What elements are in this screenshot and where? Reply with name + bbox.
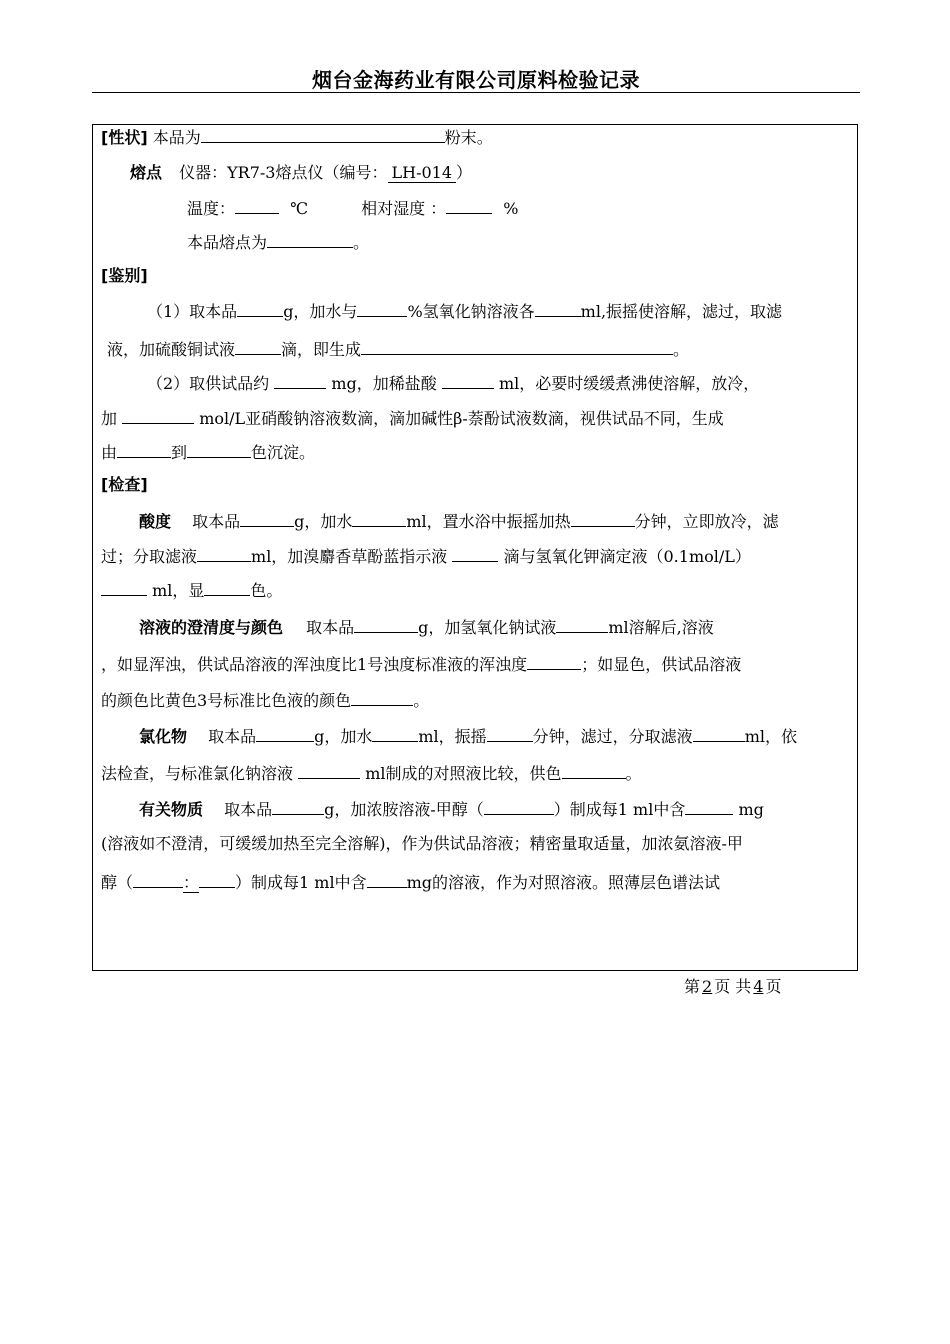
identification-1-line-1 [147, 299, 782, 323]
chloride-text-4: 分钟，滤过，分取滤液 [532, 727, 693, 746]
humidity-unit: % [503, 199, 519, 218]
id1-text-c: %氢氧化钠溶液各 [407, 302, 535, 321]
acidity-filtrate-blank[interactable] [197, 544, 251, 562]
humidity-label: 相对湿度 ： [361, 199, 447, 218]
acidity-text-8: ml，显 [152, 581, 205, 600]
acidity-line-3 [101, 578, 282, 602]
identification-label: [鉴别] [101, 266, 148, 285]
clarity-turbidity-blank[interactable] [527, 652, 581, 670]
chloride-text-2: g，加水 [314, 727, 373, 746]
clarity-text-4: ，如显浑浊，供试品溶液的浑浊度比1号浊度标准液的浑浊度 [101, 655, 528, 674]
chloride-text-8: 。 [625, 764, 642, 783]
id1-text-d: ml,振摇使溶解，滤过，取滤 [580, 302, 783, 321]
chloride-water-blank[interactable] [372, 724, 418, 742]
chloride-text-1: 取本品 [208, 727, 257, 746]
acidity-label: 酸度 [139, 512, 172, 531]
acidity-color-blank[interactable] [204, 578, 250, 596]
acidity-text-4: 分钟，立即放冷，滤 [634, 512, 779, 531]
acidity-line-2 [101, 544, 751, 568]
melting-point-blank[interactable] [267, 230, 353, 248]
appearance-blank[interactable] [201, 125, 445, 143]
clarity-text-7: 。 [413, 691, 430, 710]
acidity-text-3: ml，置水浴中振摇加热 [406, 512, 571, 531]
clarity-label: 溶液的澄清度与颜色 [139, 618, 284, 637]
acidity-text-6: ml，加溴麝香草酚蓝指示液 [251, 547, 448, 566]
id2-text-d: 加 [101, 409, 118, 428]
melting-point-text: 本品熔点为 [187, 233, 268, 252]
chloride-filtrate-blank[interactable] [693, 724, 745, 742]
related-sample-blank[interactable] [272, 797, 324, 815]
chloride-text-5: ml，依 [744, 727, 797, 746]
page-title: 烟台金海药业有限公司原料检验记录 [312, 68, 640, 92]
id2-text-a: （2）取供试品约 [147, 374, 270, 393]
clarity-text-1: 取本品 [306, 618, 355, 637]
related-substances-line-1 [139, 797, 764, 821]
clarity-text-6: 的颜色比黄色3号标准比色液的颜色 [101, 691, 352, 710]
id2-text-g: 到 [171, 443, 188, 462]
page-middle: 页 共 [714, 977, 752, 996]
related-ref-ratio-right-blank[interactable] [199, 870, 235, 888]
id2-sample-blank[interactable] [274, 371, 326, 389]
chloride-line-1 [139, 724, 797, 748]
related-text-8: mg的溶液，作为对照溶液。照薄层色谱法试 [406, 873, 721, 892]
id2-text-e: mol/L亚硝酸钠溶液数滴，滴加碱性β-萘酚试液数滴，视供试品不同，生成 [199, 409, 724, 428]
chloride-standard-blank[interactable] [298, 761, 360, 779]
id2-color-to-blank[interactable] [187, 440, 251, 458]
identification-2-line-3 [101, 440, 315, 464]
chloride-line-2 [101, 761, 642, 785]
related-conc-blank[interactable] [685, 797, 733, 815]
id2-text-c: ml，必要时缓缓煮沸使溶解，放冷， [498, 374, 760, 393]
clarity-line-1 [139, 615, 714, 639]
id1-drops-blank[interactable] [235, 337, 281, 355]
related-text-7: ）制成每1 ml中含 [235, 873, 367, 892]
humidity-blank[interactable] [446, 196, 492, 214]
id2-text-h: 色沉淀。 [251, 443, 316, 462]
id1-volume-blank[interactable] [535, 299, 581, 317]
related-ratio-blank[interactable] [484, 797, 554, 815]
acidity-text-5: 过；分取滤液 [101, 547, 198, 566]
clarity-sample-blank[interactable] [354, 615, 418, 633]
acidity-text-2: g，加水 [294, 512, 353, 531]
identification-2-line-2 [101, 406, 724, 430]
identification-1-line-2 [107, 337, 689, 361]
current-page: 2 [702, 977, 713, 996]
id2-nitrite-blank[interactable] [122, 406, 194, 424]
total-pages: 4 [753, 977, 764, 996]
appearance-label: [性状] [101, 128, 148, 147]
acidity-minutes-blank[interactable] [571, 509, 635, 527]
melting-point-end: 。 [353, 233, 370, 252]
related-text-5: (溶液如不澄清，可缓缓加热至完全溶解)，作为供试品溶液；精密量取适量，加浓氨溶液-甲 [101, 834, 743, 853]
id1-text-e: 液，加硫酸铜试液 [107, 340, 236, 359]
acidity-water-blank[interactable] [352, 509, 406, 527]
related-text-4: mg [738, 800, 764, 819]
acidity-text-1: 取本品 [192, 512, 241, 531]
chloride-sample-blank[interactable] [256, 724, 314, 742]
melting-point-result-row [187, 230, 369, 254]
id2-color-from-blank[interactable] [117, 440, 171, 458]
acidity-sample-blank[interactable] [240, 509, 294, 527]
id1-text-a: （1）取本品 [147, 302, 238, 321]
melting-point-instrument-row [130, 162, 472, 184]
temperature-row [187, 196, 519, 220]
related-ratio-colon: ： [183, 873, 200, 892]
title-rule [92, 92, 860, 93]
related-substances-line-2 [101, 833, 743, 855]
instrument-number: LH-014 [388, 163, 457, 183]
related-ref-ratio-left-blank[interactable] [133, 870, 183, 888]
acidity-text-9: 色。 [250, 581, 283, 600]
related-ref-conc-blank[interactable] [367, 870, 407, 888]
clarity-text-5: ；如显色，供试品溶液 [581, 655, 742, 674]
instrument-text: 仪器：YR7-3熔点仪（编号： [179, 163, 388, 182]
id1-text-b: g，加水与 [283, 302, 358, 321]
instrument-close: ） [456, 163, 473, 182]
clarity-line-2 [101, 652, 741, 676]
temperature-blank[interactable] [235, 196, 279, 214]
id1-sample-blank[interactable] [237, 299, 283, 317]
related-text-2: g，加浓胺溶液-甲醇（ [324, 800, 484, 819]
id2-text-f: 由 [101, 443, 118, 462]
related-substances-line-3 [101, 870, 720, 894]
page-suffix: 页 [765, 977, 782, 996]
id2-hcl-blank[interactable] [442, 371, 494, 389]
chloride-label: 氯化物 [139, 727, 188, 746]
id1-text-f: 滴，即生成 [281, 340, 362, 359]
appearance-text: 本品为 [152, 128, 201, 147]
acidity-text-7: 滴与氢氧化钾滴定液（0.1mol/L） [503, 547, 751, 566]
clarity-line-3 [101, 688, 429, 712]
related-text-1: 取本品 [224, 800, 273, 819]
chloride-text-7: ml制成的对照液比较，供色 [365, 764, 562, 783]
acidity-line-1 [139, 509, 779, 533]
chloride-color-blank[interactable] [562, 761, 626, 779]
temperature-unit: ℃ [290, 199, 309, 218]
acidity-indicator-blank[interactable] [452, 544, 498, 562]
id1-text-g: 。 [673, 340, 690, 359]
appearance-row [101, 125, 493, 149]
identification-2-line-1 [147, 371, 759, 395]
page-prefix: 第 [684, 977, 701, 996]
clarity-color-blank[interactable] [351, 688, 413, 706]
temperature-label: 温度： [187, 199, 236, 218]
related-text-3: ）制成每1 ml中含 [553, 800, 686, 819]
id1-naoh-blank[interactable] [357, 299, 407, 317]
chloride-text-3: ml，振摇 [418, 727, 487, 746]
chloride-text-6: 法检查，与标准氯化钠溶液 [101, 764, 294, 783]
melting-point-label: 熔点 [130, 163, 163, 182]
page-number [684, 974, 782, 997]
id1-result-blank[interactable] [361, 337, 673, 355]
acidity-titrant-blank[interactable] [101, 578, 147, 596]
examination-label: [检查] [101, 475, 148, 494]
id2-text-b: mg，加稀盐酸 [331, 374, 437, 393]
clarity-text-2: g，加氢氧化钠试液 [418, 618, 557, 637]
clarity-text-3: ml溶解后,溶液 [608, 618, 714, 637]
appearance-end: 粉末。 [444, 128, 493, 147]
clarity-naoh-blank[interactable] [556, 615, 608, 633]
related-text-6: 醇（ [101, 873, 134, 892]
related-substances-label: 有关物质 [139, 800, 204, 819]
chloride-minutes-blank[interactable] [487, 724, 533, 742]
